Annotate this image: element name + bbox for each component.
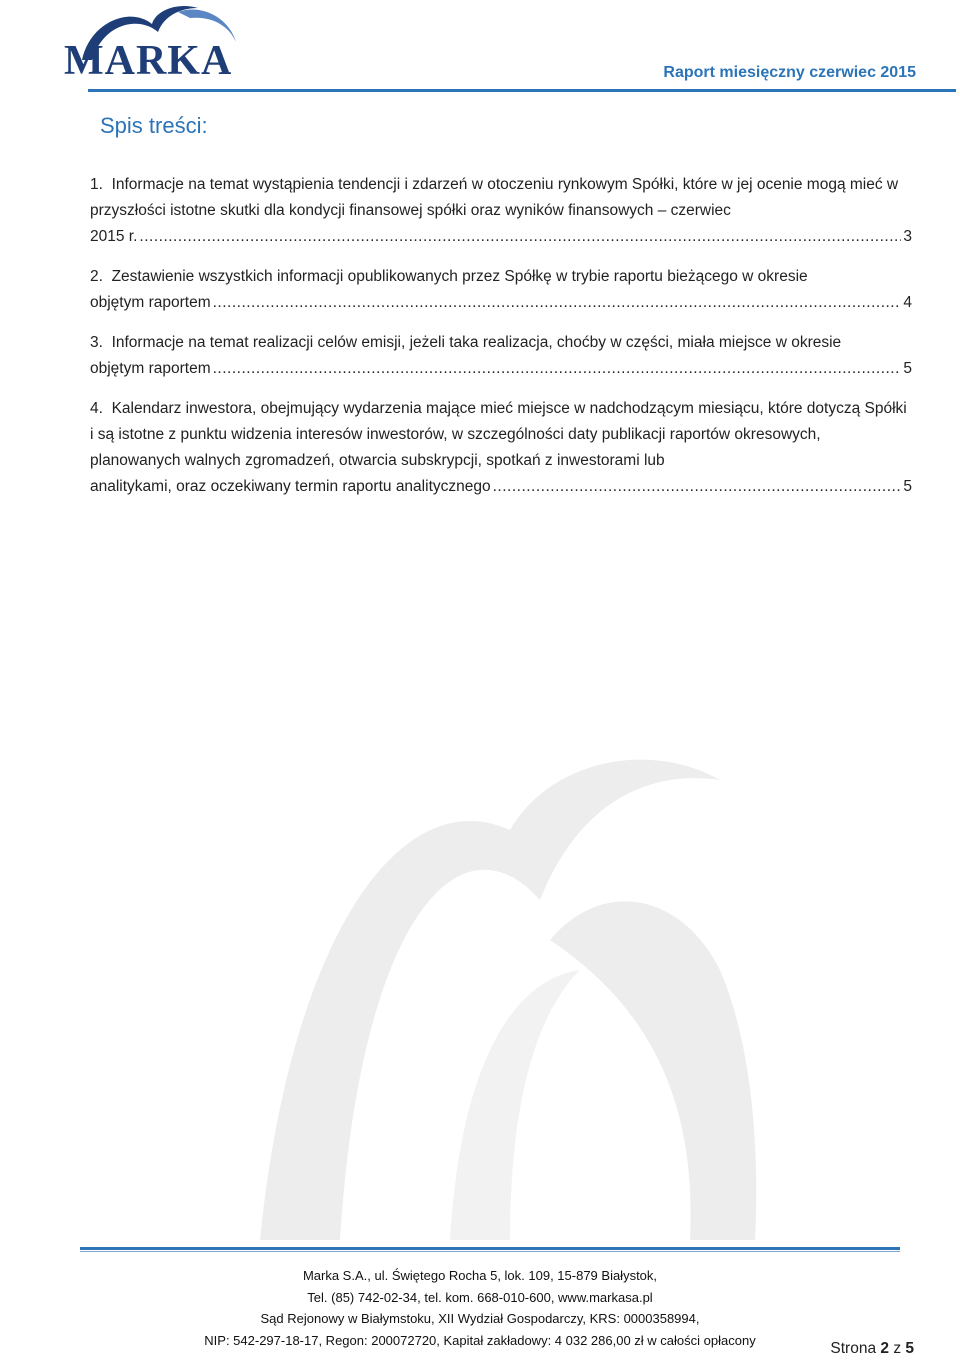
toc-entry-text-tail: analitykami, oraz oczekiwany termin raportu analitycznego xyxy=(90,478,491,495)
footer-address: Marka S.A., ul. Świętego Rocha 5, lok. 109, 15-879 Białystok, xyxy=(302,1268,658,1283)
toc-page-number: 5 xyxy=(903,478,912,495)
page-header xyxy=(0,0,960,100)
toc-page-number: 3 xyxy=(903,228,912,245)
toc-page-number: 4 xyxy=(903,294,912,311)
page-current: 2 xyxy=(880,1340,889,1357)
dot-leader xyxy=(213,290,902,316)
toc-entry-text: Informacje na temat wystąpienia tendencji i zdarzeń w otoczeniu rynkowym Spółki, które w jej ocenie mogą mieć w przyszłości istotne skutki dla kondycji finansowej spółki oraz wyników finansowych – czerwiec xyxy=(90,176,899,219)
toc-entry-text: Kalendarz inwestora, obejmujący wydarzenia mające mieć miejsce w nadchodzącym miesiącu, które dotyczą Spółki i są istotne z punktu widzenia interesów inwestorów, w szczególności daty publikacji raportów okresowych, planowanych walnych zgromadzeń, otwarcia subskrypcji, spotkań z inwestorami lub xyxy=(90,400,907,469)
toc-entry-text-tail: 2015 r. xyxy=(90,228,138,245)
toc-entry-number: 3. xyxy=(90,334,103,351)
toc-entry-2[interactable] xyxy=(90,264,912,316)
footer-contact: Tel. (85) 742-02-34, tel. kom. 668-010-600, www.markasa.pl xyxy=(307,1289,653,1305)
logo-wordmark: MARKA xyxy=(64,38,233,84)
footer-tax-ids: NIP: 542-297-18-17, Regon: 200072720, Kapitał zakładowy: 4 032 286,00 zł w całości opłacony xyxy=(204,1332,756,1348)
toc-page-number: 5 xyxy=(903,360,912,377)
dot-leader xyxy=(493,474,902,500)
toc-entry-text-tail: objętym raportem xyxy=(90,294,211,311)
toc-heading: Spis treści: xyxy=(100,113,208,138)
toc-entry-3[interactable] xyxy=(90,330,912,382)
toc-entry-number: 4. xyxy=(90,400,103,417)
table-of-contents xyxy=(90,172,912,514)
toc-entry-4[interactable] xyxy=(90,396,912,500)
company-footer xyxy=(0,1265,960,1351)
toc-entry-number: 1. xyxy=(90,176,103,193)
page-total: 5 xyxy=(905,1340,914,1357)
footer-court-registry: Sąd Rejonowy w Białymstoku, XII Wydział Gospodarczy, KRS: 0000358994, xyxy=(260,1311,700,1326)
toc-entry-text-tail: objętym raportem xyxy=(90,360,211,377)
page-label: Strona xyxy=(830,1340,877,1357)
toc-entry-number: 2. xyxy=(90,268,103,285)
header-divider xyxy=(88,89,956,92)
footer-divider xyxy=(80,1247,900,1253)
dot-leader xyxy=(139,224,901,250)
page-counter xyxy=(830,1340,914,1358)
logo-watermark xyxy=(250,740,770,1240)
toc-entry-text: Informacje na temat realizacji celów emisji, jeżeli taka realizacja, choćby w części, miała miejsce w okresie xyxy=(111,334,842,351)
page-separator: z xyxy=(893,1340,902,1357)
marka-logo xyxy=(60,2,280,84)
toc-entry-text: Zestawienie wszystkich informacji opublikowanych przez Spółkę w trybie raportu bieżącego w okresie xyxy=(111,268,808,285)
dot-leader xyxy=(213,356,902,382)
toc-entry-1[interactable] xyxy=(90,172,912,250)
report-title: Raport miesięczny czerwiec 2015 xyxy=(663,64,916,81)
